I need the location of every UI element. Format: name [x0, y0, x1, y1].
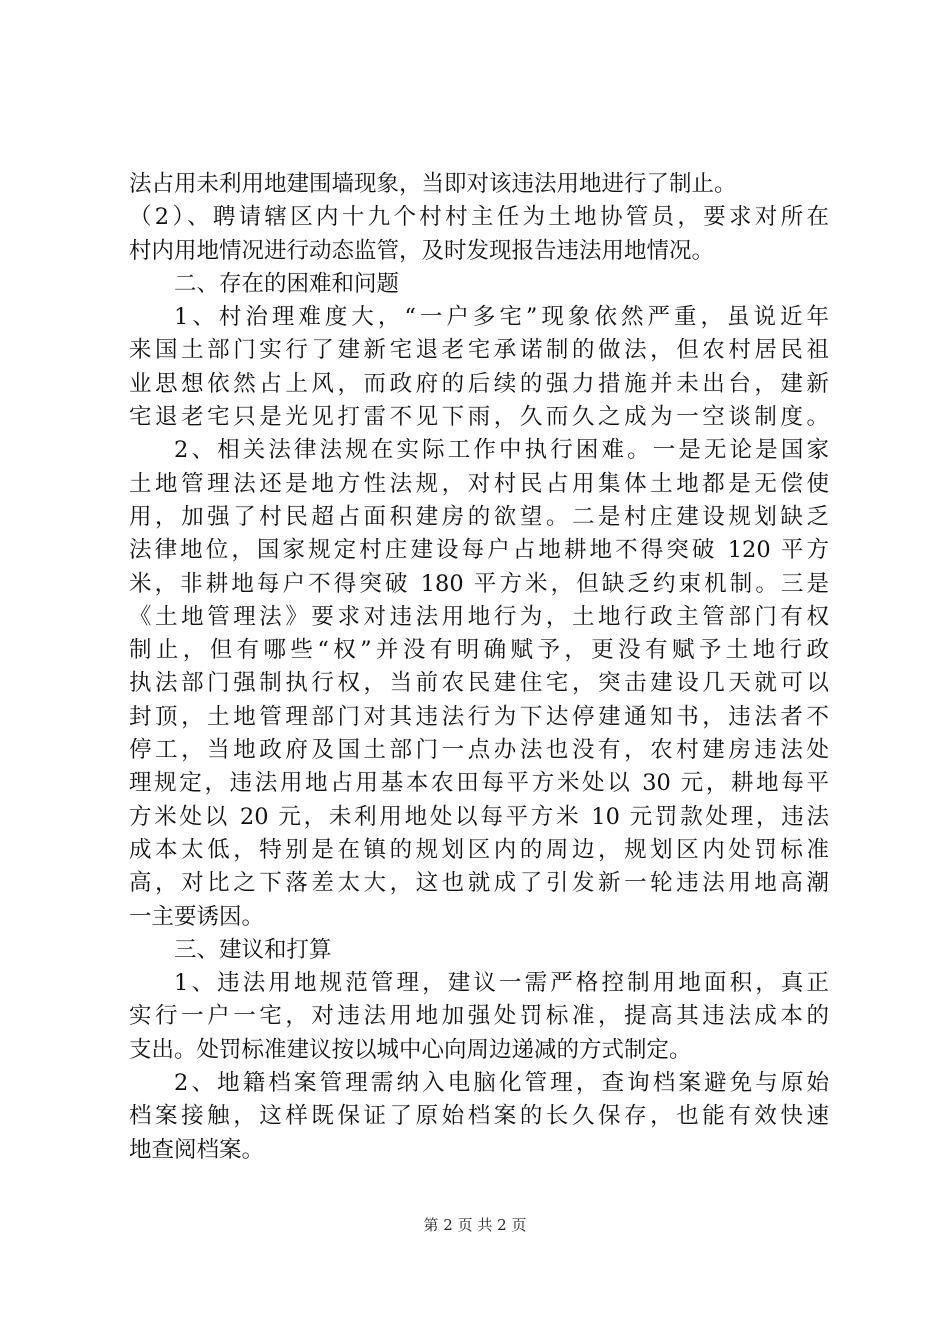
text-line: 2、地籍档案管理需纳入电脑化管理，查询档案避免与原始 — [174, 1070, 829, 1097]
text-line: 执法部门强制执行权，当前农民建住宅，突击建设几天就可以 — [129, 670, 829, 697]
section-heading: 二、存在的困难和问题 — [174, 270, 400, 297]
text-line: 法律地位，国家规定村庄建设每户占地耕地不得突破 120 平方 — [129, 537, 829, 564]
text-line: 地查阅档案。 — [129, 1136, 265, 1163]
section-heading: 三、建议和打算 — [174, 936, 332, 963]
text-line: 来国土部门实行了建新宅退老宅承诺制的做法，但农村居民祖 — [129, 337, 829, 364]
text-line: 业思想依然占上风，而政府的后续的强力措施并未出台，建新 — [129, 370, 829, 397]
text-line: 《土地管理法》要求对违法用地行为，土地行政主管部门有权 — [129, 603, 829, 630]
text-line: 用，加强了村民超占面积建房的欲望。二是村庄建设规划缺乏 — [129, 503, 829, 530]
text-line: 支出。处罚标准建议按以城中心向周边递减的方式制定。 — [129, 1036, 692, 1063]
text-line: 1、违法用地规范管理，建议一需严格控制用地面积，真正 — [174, 970, 829, 997]
text-line: 档案接触，这样既保证了原始档案的长久保存，也能有效快速 — [129, 1103, 829, 1130]
text-line: 宅退老宅只是光见打雷不见下雨，久而久之成为一空谈制度。 — [129, 404, 829, 431]
text-line: 法占用未利用地建围墙现象，当即对该违法用地进行了制止。 — [129, 171, 737, 197]
text-line: 封顶，土地管理部门对其违法行为下达停建通知书，违法者不 — [129, 703, 829, 730]
text-line: 米，非耕地每户不得突破 180 平方米，但缺乏约束机制。三是 — [129, 570, 829, 597]
text-line: 1、村治理难度大，“一户多宅”现象依然严重，虽说近年 — [174, 304, 829, 331]
text-line: 实行一户一宅，对违法用地加强处罚标准，提高其违法成本的 — [129, 1003, 829, 1030]
text-line: 理规定，违法用地占用基本农田每平方米处以 30 元，耕地每平 — [129, 770, 829, 797]
text-line: 制止，但有哪些“权”并没有明确赋予，更没有赋予土地行政 — [129, 637, 829, 664]
text-line: 方米处以 20 元，未利用地处以每平方米 10 元罚款处理，违法 — [129, 803, 829, 830]
text-line: 成本太低，特别是在镇的规划区内的周边，规划区内处罚标准 — [129, 836, 829, 863]
text-line: 一主要诱因。 — [129, 903, 265, 930]
text-line: 高，对比之下落差太大，这也就成了引发新一轮违法用地高潮 — [129, 870, 829, 897]
text-line: 2、相关法律法规在实际工作中执行困难。一是无论是国家 — [174, 437, 829, 464]
document-body — [129, 168, 829, 1167]
text-line: （2）、聘请辖区内十九个村村主任为土地协管员，要求对所在 — [129, 204, 829, 231]
text-line: 土地管理法还是地方性法规，对村民占用集体土地都是无偿使 — [129, 470, 829, 497]
text-line: 村内用地情况进行动态监管，及时发现报告违法用地情况。 — [129, 237, 715, 264]
page-number-footer: 第 2 页 共 2 页 — [423, 1216, 527, 1234]
text-line: 停工，当地政府及国土部门一点办法也没有，农村建房违法处 — [129, 737, 829, 764]
